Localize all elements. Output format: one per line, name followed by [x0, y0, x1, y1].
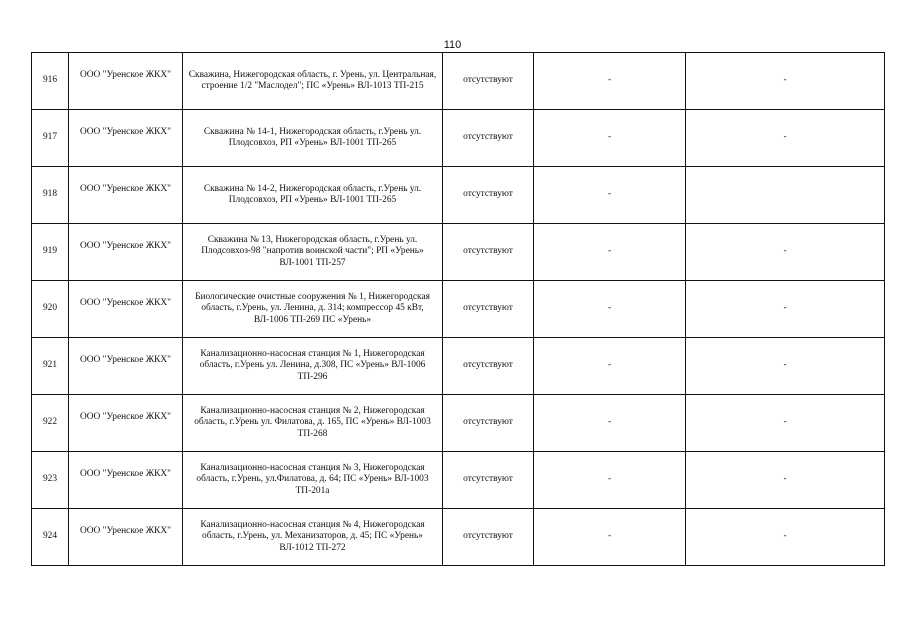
table-row [32, 167, 885, 224]
table-body [32, 53, 885, 566]
table-row [32, 338, 885, 395]
status-cell: отсутствуют [443, 53, 534, 110]
row-number: 922 [32, 395, 69, 452]
table-row [32, 110, 885, 167]
object-cell: Скважина № 14-1, Нижегородская область, г.Урень ул. Плодсовхоз, РП «Урень» ВЛ-1001 ТП-265 [183, 110, 443, 167]
table-row [32, 53, 885, 110]
column-5-cell: - [534, 452, 686, 509]
status-cell: отсутствуют [443, 509, 534, 566]
row-number: 924 [32, 509, 69, 566]
organization-cell: ООО "Уренское ЖКХ" [69, 452, 183, 509]
organization-cell: ООО "Уренское ЖКХ" [69, 281, 183, 338]
row-number: 919 [32, 224, 69, 281]
column-6-cell: - [686, 395, 885, 452]
column-6-cell: - [686, 53, 885, 110]
status-cell: отсутствуют [443, 110, 534, 167]
column-6-cell: - [686, 281, 885, 338]
table-row [32, 281, 885, 338]
organization-cell: ООО "Уренское ЖКХ" [69, 110, 183, 167]
row-number: 917 [32, 110, 69, 167]
column-5-cell: - [534, 53, 686, 110]
status-cell: отсутствуют [443, 452, 534, 509]
column-5-cell: - [534, 509, 686, 566]
object-cell: Скважина № 14-2, Нижегородская область, г.Урень ул. Плодсовхоз, РП «Урень» ВЛ-1001 ТП-265 [183, 167, 443, 224]
row-number: 923 [32, 452, 69, 509]
column-6-cell: - [686, 224, 885, 281]
row-number: 918 [32, 167, 69, 224]
column-6-cell: - [686, 338, 885, 395]
column-5-cell: - [534, 110, 686, 167]
organization-cell: ООО "Уренское ЖКХ" [69, 167, 183, 224]
organization-cell: ООО "Уренское ЖКХ" [69, 53, 183, 110]
object-cell: Канализационно-насосная станция № 4, Нижегородская область, г.Урень, ул. Механизаторов, д. 45; ПС «Урень» ВЛ-1012 ТП-272 [183, 509, 443, 566]
object-cell: Канализационно-насосная станция № 3, Нижегородская область, г.Урень, ул.Филатова, д. 64; ПС «Урень» ВЛ-1003 ТП-201а [183, 452, 443, 509]
organization-cell: ООО "Уренское ЖКХ" [69, 395, 183, 452]
status-cell: отсутствуют [443, 281, 534, 338]
row-number: 916 [32, 53, 69, 110]
column-6-cell [686, 167, 885, 224]
column-5-cell: - [534, 395, 686, 452]
status-cell: отсутствуют [443, 395, 534, 452]
row-number: 920 [32, 281, 69, 338]
object-cell: Биологические очистные сооружения № 1, Нижегородская область, г.Урень, ул. Ленина, д. 314; компрессор 45 кВт, ВЛ-1006 ТП-269 ПС «Урень» [183, 281, 443, 338]
organization-cell: ООО "Уренское ЖКХ" [69, 338, 183, 395]
status-cell: отсутствуют [443, 338, 534, 395]
table-row [32, 224, 885, 281]
row-number: 921 [32, 338, 69, 395]
column-5-cell: - [534, 167, 686, 224]
column-5-cell: - [534, 338, 686, 395]
table-row [32, 509, 885, 566]
object-cell: Скважина № 13, Нижегородская область, г.Урень ул. Плодсовхоз-98 "напротив воинской части"; РП «Урень» ВЛ-1001 ТП-257 [183, 224, 443, 281]
status-cell: отсутствуют [443, 167, 534, 224]
organization-cell: ООО "Уренское ЖКХ" [69, 224, 183, 281]
registry-table [31, 52, 885, 566]
column-6-cell: - [686, 509, 885, 566]
object-cell: Канализационно-насосная станция № 2, Нижегородская область, г.Урень ул. Филатова, д. 165, ПС «Урень» ВЛ-1003 ТП-268 [183, 395, 443, 452]
object-cell: Канализационно-насосная станция № 1, Нижегородская область, г.Урень ул. Ленина, д.308, ПС «Урень» ВЛ-1006 ТП-296 [183, 338, 443, 395]
table-row [32, 452, 885, 509]
status-cell: отсутствуют [443, 224, 534, 281]
organization-cell: ООО "Уренское ЖКХ" [69, 509, 183, 566]
column-5-cell: - [534, 281, 686, 338]
object-cell: Скважина, Нижегородская область, г. Урень, ул. Центральная, строение 1/2 "Маслодел"; ПС «Урень» ВЛ-1013 ТП-215 [183, 53, 443, 110]
column-6-cell: - [686, 452, 885, 509]
page-number: 110 [443, 39, 462, 51]
table-row [32, 395, 885, 452]
column-5-cell: - [534, 224, 686, 281]
column-6-cell: - [686, 110, 885, 167]
